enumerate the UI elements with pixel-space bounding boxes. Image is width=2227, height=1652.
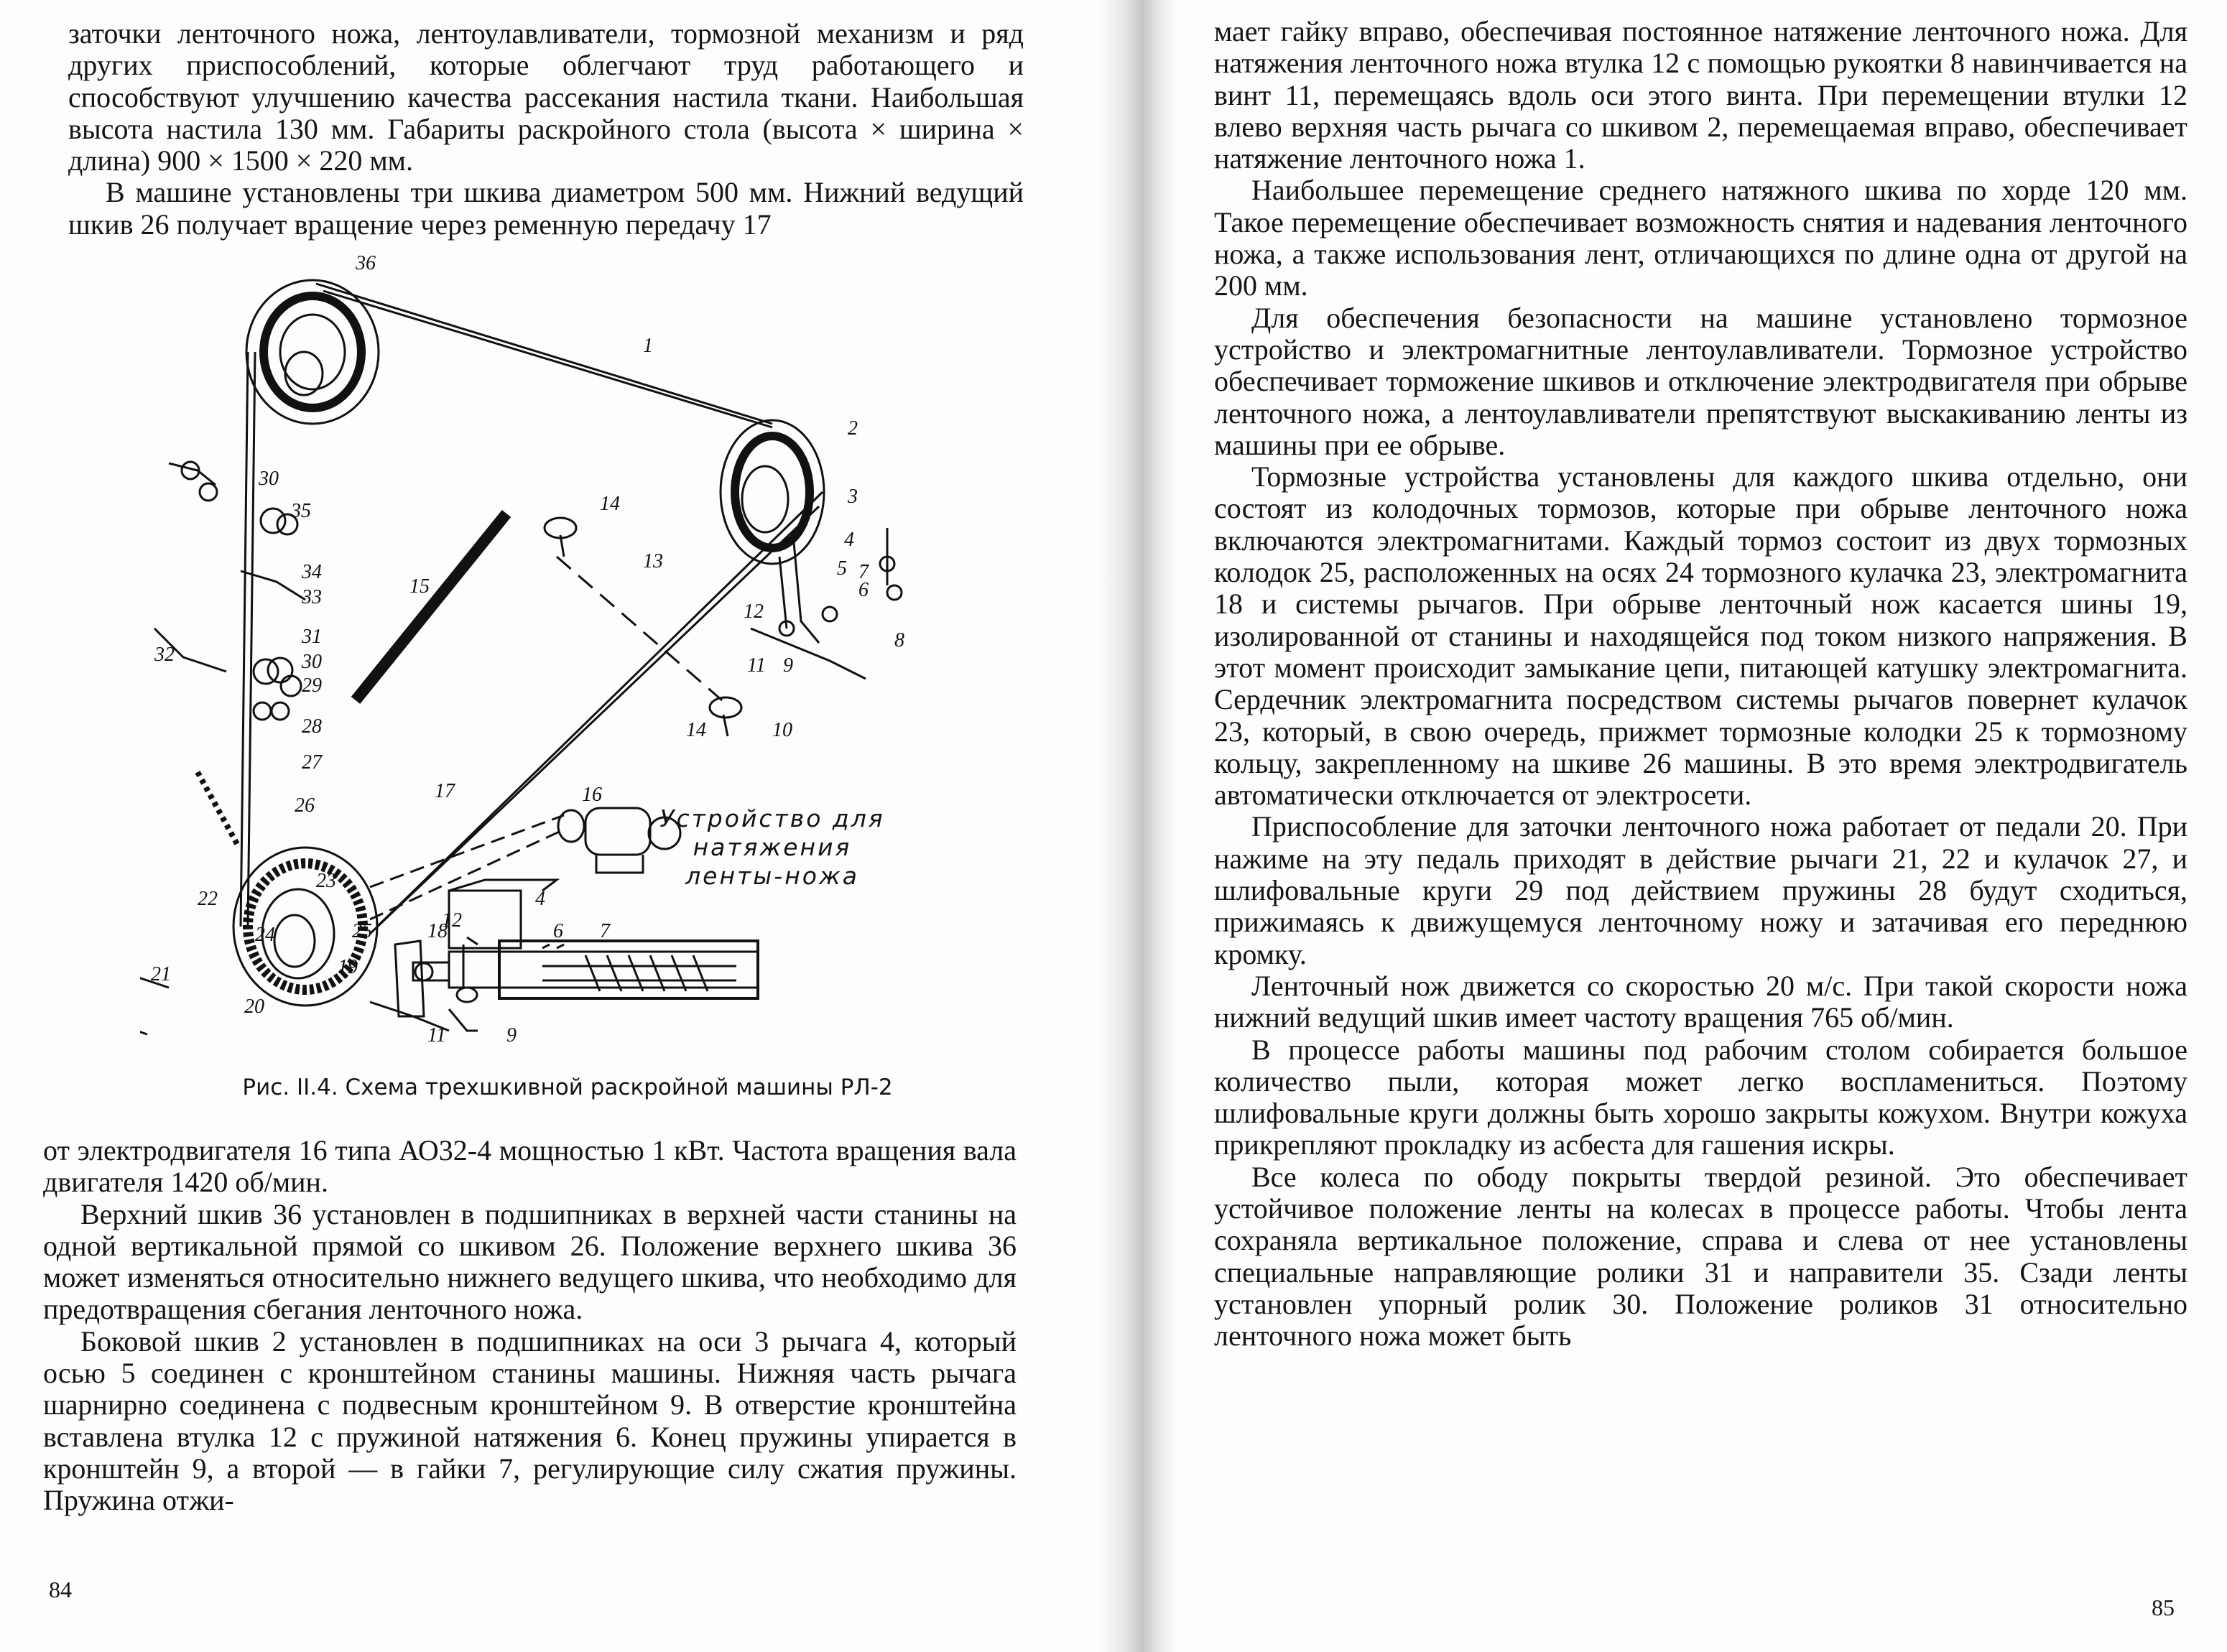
figure-label: 1 [643, 335, 653, 357]
figure-label: 14 [600, 493, 620, 515]
figure-label: 23 [316, 870, 336, 892]
figure-label: 32 [154, 644, 175, 666]
figure-label: 22 [198, 888, 218, 910]
tensioning-device-inset [395, 880, 758, 1016]
figure-label: 11 [747, 654, 766, 677]
machine-schematic-figure [140, 255, 1038, 1088]
paragraph: Для обеспечения безопасности на машине установлено тормозное устройство и электромагнитные лентоулавливатели. Тормозное устройство обеспечивает торможение шкивов и отключение электродвигателя при обрыве ленточного ножа, а лентоулавливатели препятствуют выскакиванию ленты из машины при ее обрыве. [1214, 301, 2187, 461]
figure-label: 14 [686, 719, 706, 741]
paragraph: заточки ленточного ножа, лентоулавливатели, тормозной механизм и ряд других приспособлений, которые облегчают труд работающего и способствуют улучшению качества рассекания настила ткани. Наибольшая высота настила 130 мм. Габариты раскройного стола (высота × ширина × длина) 900 × 1500 × 220 мм. [68, 17, 1024, 177]
figure-label: 9 [783, 654, 793, 677]
figure-label: 15 [409, 575, 430, 598]
figure-label: 19 [338, 956, 358, 978]
paragraph: В машине установлены три шкива диаметром 500 мм. Нижний ведущий шкив 26 получает вращение через ременную передачу 17 [68, 176, 1024, 241]
figure-label: 36 [356, 255, 376, 274]
figure-label: 7 [600, 920, 610, 942]
figure-label: 27 [302, 751, 322, 774]
figure-label: 35 [291, 500, 311, 522]
figure-label: 29 [302, 674, 322, 697]
page-number: 85 [2152, 1595, 2175, 1620]
figure-label: 6 [553, 920, 563, 942]
figure-label: 16 [582, 784, 602, 806]
figure-label: 11 [427, 1024, 446, 1047]
figure-caption: Рис. II.4. Схема трехшкивной раскройной машины РЛ-2 [242, 1075, 893, 1100]
paragraph: Верхний шкив 36 установлен в подшипниках в верхней части станины на одной вертикальной прямой со шкивом 26. Положение верхнего шкива 36 может изменяться относительно нижнего ведущего шкива, что необходимо для предотвращения сбегания ленточного ножа. [43, 1197, 1017, 1326]
figure-label: 12 [442, 909, 462, 932]
paragraph: Боковой шкив 2 установлен в подшипниках на оси 3 рычага 4, который осью 5 соединен с кронштейном станины машины. Нижняя часть рычага шарнирно соединена с подвесным кронштейном 9. В отверстие кронштейна вставлена втулка 12 с пружиной натяжения 6. Конец пружины упирается в кронштейн 9, а второй — в гайки 7, регулирующие силу сжатия пружины. Пружина отжи- [43, 1324, 1017, 1517]
figure-label: 24 [255, 924, 275, 946]
left-bottom-text [43, 1135, 1017, 1517]
figure-label: 4 [535, 888, 545, 910]
figure-label: 6 [858, 579, 869, 601]
paragraph: Тормозные устройства установлены для каждого шкива отдельно, они состоят из колодочных тормозов, которые при обрыве ленточного ножа включаются электромагнитами. Каждый тормоз состоит из двух тормозных колодок 25, расположенных на осях 24 тормозного кулачка 23, электромагнита 18 и системы рычагов. При обрыве ленточный нож касается шины 19, изолированной от станины и находящейся под током низкого напряжения. В этот момент происходит замыкание цепи, питающей катушку электромагнита. Сердечник электромагнита посредством системы рычагов повернет кулачок 23, который, в свою очередь, прижмет тормозные колодки 25 к тормозному кольцу, закрепленному на шкиве 26 машины. В это время электродвигатель автоматически отключается от электросети. [1214, 460, 2187, 812]
machine-schematic-drawing [140, 255, 1038, 1088]
figure-label: 33 [302, 586, 322, 608]
figure-label: 5 [837, 557, 847, 580]
inset-title: Устройство для натяжения ленты-ножа [659, 804, 885, 890]
figure-label: 13 [643, 550, 663, 572]
figure-label: 3 [848, 486, 858, 508]
figure-label: 34 [302, 561, 322, 583]
paragraph: от электродвигателя 16 типа АО32-4 мощностью 1 кВт. Частота вращения вала двигателя 1420 об/мин. [43, 1134, 1017, 1199]
figure-label: 9 [506, 1024, 517, 1047]
figure-label: 8 [894, 629, 904, 651]
figure-label: 30 [259, 468, 279, 490]
figure-label: 31 [302, 626, 322, 648]
figure-label: 25 [352, 920, 372, 942]
figure-label: 26 [295, 794, 315, 817]
paragraph: мает гайку вправо, обеспечивая постоянное натяжение ленточного ножа. Для натяжения ленточного ножа втулка 12 с помощью рукоятки 8 навинчивается на винт 11, перемещаясь вдоль оси этого винта. При перемещении втулки 12 влево верхняя часть рычага со шкивом 2, перемещаемая вправо, обеспечивает натяжение ленточного ножа 1. [1214, 15, 2187, 175]
paragraph: Все колеса по ободу покрыты твердой резиной. Это обеспечивает устойчивое положение ленты на колесах в процессе работы. Чтобы лента сохраняла вертикальное положение, справа и слева от нее установлены специальные направляющие ролики 31 и направители 35. Сзади ленты установлен упорный ролик 30. Положение роликов 31 относительно ленточного ножа может быть [1214, 1160, 2187, 1352]
figure-label: 12 [744, 600, 764, 623]
figure-label: 30 [302, 651, 322, 673]
figure-label: 7 [858, 561, 869, 583]
figure-label: 10 [772, 719, 792, 741]
figure-label: 28 [302, 715, 322, 738]
figure-label: 4 [844, 529, 854, 551]
page-number: 84 [49, 1577, 72, 1602]
paragraph: В процессе работы машины под рабочим столом собирается большое количество пыли, которая может легко воспламениться. Поэтому шлифовальные круги должны быть хорошо закрыты кожухом. Внутри кожуха прикрепляют прокладку из асбеста для гашения искры. [1214, 1033, 2187, 1161]
paragraph: Ленточный нож движется со скоростью 20 м/с. При такой скорости ножа нижний ведущий шкив имеет частоту вращения 765 об/мин. [1214, 969, 2187, 1034]
left-page [0, 0, 1106, 1652]
right-page [1149, 0, 2227, 1652]
paragraph: Приспособление для заточки ленточного ножа работает от педали 20. При нажиме на эту педаль приходят в действие рычаги 21, 22 и кулачок 27, и шлифовальные круги 29 под действием пружины 28 будут сходиться, прижимаясь к движущемуся ленточному ножу и затачивая его переднюю кромку. [1214, 810, 2187, 970]
figure-label: 18 [427, 920, 448, 942]
right-text [1214, 16, 2187, 1352]
figure-label: 21 [151, 963, 171, 985]
figure-label: 20 [244, 996, 264, 1018]
figure-label: 17 [435, 780, 455, 802]
paragraph: Наибольшее перемещение среднего натяжного шкива по хорде 120 мм. Такое перемещение обеспечивает возможность снятия и надевания ленточного ножа, а также использования лент, отличающихся по длине одна от другой на 200 мм. [1214, 174, 2187, 302]
figure-label: 2 [848, 417, 858, 440]
left-top-text [68, 18, 1024, 241]
